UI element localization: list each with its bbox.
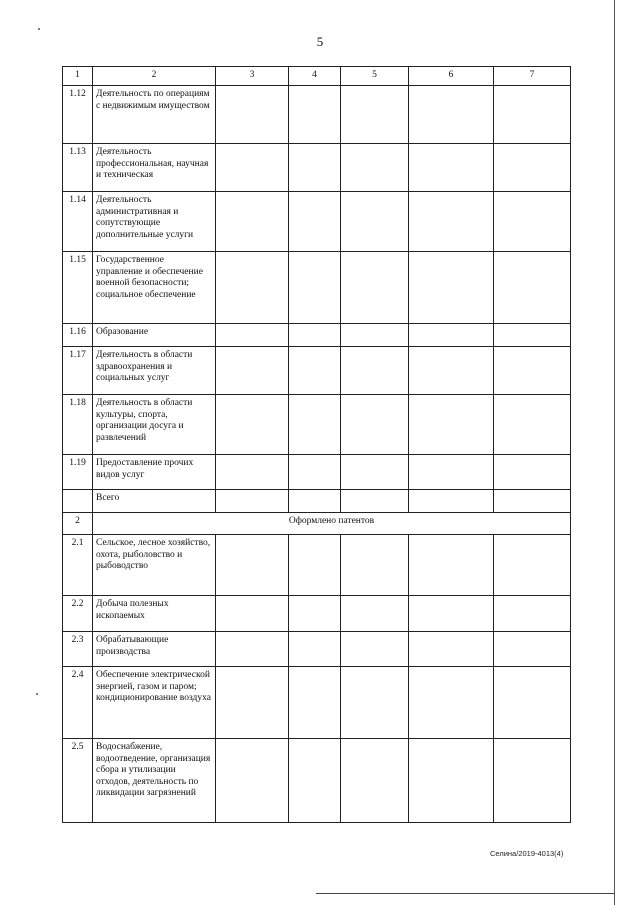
column-numbers-row — [63, 67, 571, 86]
row-number: 1.19 — [63, 455, 93, 490]
empty-cell — [216, 347, 289, 395]
empty-cell — [289, 739, 341, 823]
table-row — [63, 347, 571, 395]
empty-cell — [494, 395, 571, 455]
empty-cell — [341, 347, 409, 395]
table-row — [63, 632, 571, 667]
empty-cell — [289, 596, 341, 632]
column-number: 2 — [93, 67, 216, 86]
empty-cell — [341, 252, 409, 324]
row-number: 2.1 — [63, 535, 93, 596]
empty-cell — [216, 535, 289, 596]
table-row — [63, 455, 571, 490]
empty-cell — [289, 632, 341, 667]
section-row — [63, 513, 571, 535]
row-label: Деятельность в области культуры, спорта, организации досуга и развлечений — [93, 395, 216, 455]
scan-speck — [38, 28, 40, 30]
column-number: 6 — [409, 67, 494, 86]
table-row — [63, 739, 571, 823]
empty-cell — [341, 395, 409, 455]
row-number: 1.18 — [63, 395, 93, 455]
empty-cell — [494, 667, 571, 739]
empty-cell — [409, 86, 494, 144]
table-row — [63, 192, 571, 252]
row-number: 1.14 — [63, 192, 93, 252]
empty-cell — [341, 596, 409, 632]
empty-cell — [216, 324, 289, 347]
empty-cell — [494, 490, 571, 513]
empty-cell — [494, 455, 571, 490]
table-row — [63, 596, 571, 632]
empty-cell — [289, 535, 341, 596]
empty-cell — [341, 455, 409, 490]
empty-cell — [409, 192, 494, 252]
column-number: 3 — [216, 67, 289, 86]
scan-speck — [36, 693, 38, 695]
empty-cell — [341, 324, 409, 347]
table-row — [63, 395, 571, 455]
empty-cell — [289, 490, 341, 513]
row-number: 1.17 — [63, 347, 93, 395]
column-number: 4 — [289, 67, 341, 86]
empty-cell — [289, 347, 341, 395]
row-number: 2.5 — [63, 739, 93, 823]
empty-cell — [494, 535, 571, 596]
empty-cell — [216, 86, 289, 144]
empty-cell — [494, 86, 571, 144]
empty-cell — [409, 324, 494, 347]
empty-cell — [409, 596, 494, 632]
empty-cell — [216, 252, 289, 324]
row-label: Государственное управление и обеспечение военной безопасности; социальное обеспечение — [93, 252, 216, 324]
row-label: Обрабатывающие производства — [93, 632, 216, 667]
empty-cell — [409, 632, 494, 667]
row-number: 2.2 — [63, 596, 93, 632]
row-number — [63, 490, 93, 513]
table-row — [63, 667, 571, 739]
empty-cell — [289, 252, 341, 324]
empty-cell — [341, 739, 409, 823]
page-number: 5 — [316, 34, 324, 49]
empty-cell — [216, 144, 289, 192]
table-row — [63, 86, 571, 144]
empty-cell — [289, 192, 341, 252]
table-row — [63, 324, 571, 347]
row-number: 2 — [63, 513, 93, 535]
column-number: 7 — [494, 67, 571, 86]
report-table — [62, 66, 571, 823]
row-label: Сельское, лесное хозяйство, охота, рыболовство и рыбоводство — [93, 535, 216, 596]
row-label: Образование — [93, 324, 216, 347]
empty-cell — [409, 455, 494, 490]
page-edge-line — [614, 0, 615, 905]
row-number: 1.12 — [63, 86, 93, 144]
row-number: 1.15 — [63, 252, 93, 324]
table-row — [63, 144, 571, 192]
row-label: Водоснабжение, водоотведение, организация сбора и утилизации отходов, деятельность по ликвидации загрязнений — [93, 739, 216, 823]
empty-cell — [341, 86, 409, 144]
row-label: Деятельность административная и сопутствующие дополнительные услуги — [93, 192, 216, 252]
empty-cell — [216, 490, 289, 513]
row-label: Деятельность по операциям с недвижимым имуществом — [93, 86, 216, 144]
empty-cell — [494, 324, 571, 347]
empty-cell — [409, 252, 494, 324]
empty-cell — [341, 535, 409, 596]
row-label: Деятельность в области здравоохранения и социальных услуг — [93, 347, 216, 395]
empty-cell — [409, 667, 494, 739]
row-label: Обеспечение электрической энергией, газом и паром; кондиционирование воздуха — [93, 667, 216, 739]
empty-cell — [289, 455, 341, 490]
empty-cell — [409, 739, 494, 823]
row-label: Добыча полезных ископаемых — [93, 596, 216, 632]
empty-cell — [494, 596, 571, 632]
empty-cell — [216, 739, 289, 823]
section-title: Оформлено патентов — [93, 513, 571, 535]
empty-cell — [216, 596, 289, 632]
row-label: Деятельность профессиональная, научная и техническая — [93, 144, 216, 192]
empty-cell — [409, 395, 494, 455]
empty-cell — [289, 324, 341, 347]
empty-cell — [216, 192, 289, 252]
row-number: 1.16 — [63, 324, 93, 347]
empty-cell — [216, 395, 289, 455]
empty-cell — [409, 144, 494, 192]
empty-cell — [409, 347, 494, 395]
empty-cell — [494, 252, 571, 324]
row-label: Предоставление прочих видов услуг — [93, 455, 216, 490]
document-code: Селина/2019-4013(4) — [490, 849, 564, 858]
empty-cell — [494, 632, 571, 667]
empty-cell — [341, 192, 409, 252]
empty-cell — [341, 632, 409, 667]
empty-cell — [494, 739, 571, 823]
empty-cell — [289, 86, 341, 144]
empty-cell — [494, 144, 571, 192]
row-label: Всего — [93, 490, 216, 513]
empty-cell — [216, 455, 289, 490]
empty-cell — [341, 667, 409, 739]
row-number: 2.4 — [63, 667, 93, 739]
empty-cell — [289, 667, 341, 739]
empty-cell — [494, 347, 571, 395]
report-table-body — [63, 67, 571, 823]
empty-cell — [216, 632, 289, 667]
empty-cell — [289, 144, 341, 192]
empty-cell — [289, 395, 341, 455]
table-row — [63, 252, 571, 324]
table-row — [63, 535, 571, 596]
table-row — [63, 490, 571, 513]
empty-cell — [409, 535, 494, 596]
empty-cell — [409, 490, 494, 513]
empty-cell — [216, 667, 289, 739]
row-number: 2.3 — [63, 632, 93, 667]
empty-cell — [341, 144, 409, 192]
row-number: 1.13 — [63, 144, 93, 192]
empty-cell — [341, 490, 409, 513]
empty-cell — [494, 192, 571, 252]
column-number: 1 — [63, 67, 93, 86]
column-number: 5 — [341, 67, 409, 86]
footer-rule — [316, 893, 614, 894]
